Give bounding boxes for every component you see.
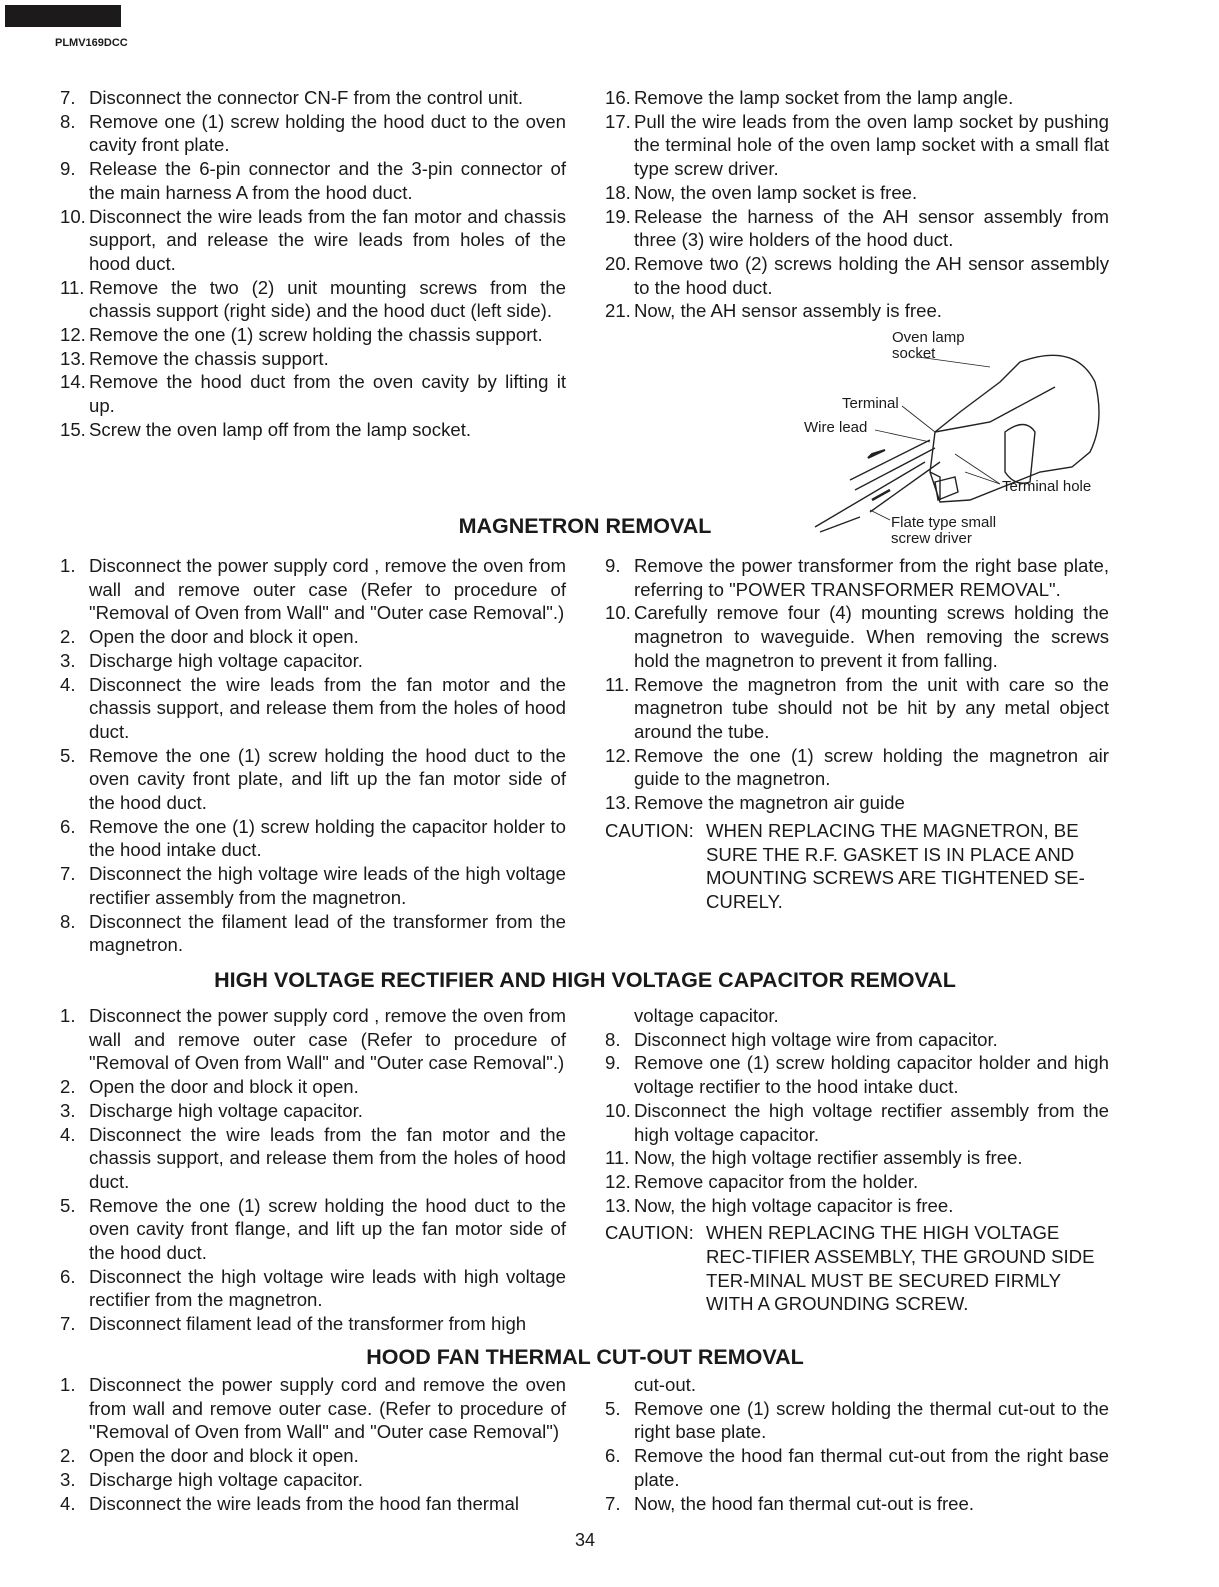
step-text: Discharge high voltage capacitor.: [89, 649, 363, 671]
heading-magnetron-removal: MAGNETRON REMOVAL: [458, 514, 712, 538]
step-item: [60, 370, 566, 417]
step-item: [60, 1075, 566, 1099]
step-number: 5.: [60, 744, 76, 766]
step-text: Release the 6-pin connector and the 3-pin connector of the main harness A from the hood duct.: [89, 158, 566, 203]
step-item: [60, 815, 566, 862]
step-number: 7.: [60, 863, 76, 885]
caution-text: WHEN REPLACING THE MAGNETRON, BE SURE THE R.F. GASKET IS IN PLACE AND MOUNTING SCREWS ARE TIGHTENED SE-CURELY.: [706, 820, 1085, 913]
hv-right-list: [605, 1028, 1109, 1218]
step-number: 5.: [60, 1194, 76, 1216]
step-item: [605, 181, 1109, 205]
step-number: 11.: [605, 673, 630, 695]
step-number: 4.: [60, 673, 76, 695]
step-item: [605, 791, 1109, 815]
step-number: 2.: [60, 626, 76, 648]
step-text: Disconnect the filament lead of the transformer from the magnetron.: [89, 910, 566, 956]
heading-hv-rectifier-capacitor-removal: HIGH VOLTAGE RECTIFIER AND HIGH VOLTAGE CAPACITOR REMOVAL: [214, 968, 956, 992]
step-text: Now, the high voltage rectifier assembly is free.: [634, 1147, 1023, 1169]
step-number: 18.: [605, 181, 631, 203]
step-item: [605, 1028, 1109, 1052]
step-item: [605, 1051, 1109, 1098]
header-black-bar: [5, 5, 121, 27]
step-item: [605, 1194, 1109, 1218]
step-text: Screw the oven lamp off from the lamp socket.: [89, 418, 472, 440]
label-wire-lead: Wire lead: [804, 419, 868, 436]
step-text: Disconnect the high voltage wire leads with high voltage rectifier from the magnetron.: [89, 1265, 566, 1311]
step-text: Open the door and block it open.: [89, 1076, 359, 1098]
step-item: [60, 554, 566, 625]
step-number: 10.: [60, 205, 86, 227]
step-number: 16.: [605, 87, 631, 108]
step-text: Remove the one (1) screw holding the hood duct to the oven cavity front flange, and lift up the fan motor side of the hood duct.: [89, 1194, 566, 1264]
continued-text: voltage capacitor.: [634, 1005, 779, 1026]
step-number: 13.: [60, 347, 86, 369]
step-item: [60, 347, 566, 371]
step-text: Discharge high voltage capacitor.: [89, 1099, 363, 1121]
step-item: [60, 1099, 566, 1123]
step-number: 11.: [605, 1147, 630, 1169]
step-item: [605, 673, 1109, 744]
hood-right-steps: [605, 1373, 1109, 1515]
step-text: Remove the magnetron air guide: [634, 792, 905, 814]
step-item: [60, 1492, 566, 1516]
step-number: 7.: [605, 1492, 621, 1514]
magnetron-left-steps: [60, 554, 566, 957]
step-text: Now, the high voltage capacitor is free.: [634, 1194, 954, 1216]
step-number: 8.: [60, 910, 76, 932]
step-number: 5.: [605, 1397, 621, 1419]
step-number: 4.: [60, 1492, 76, 1514]
hv-left-steps: [60, 1004, 566, 1336]
step-text: Remove the power transformer from the right base plate, referring to "POWER TRANSFORMER REMOVAL".: [634, 555, 1109, 600]
step-item: [60, 1004, 566, 1075]
step-item: [605, 1170, 1109, 1194]
step-text: Now, the oven lamp socket is free.: [634, 181, 918, 203]
step-text: Discharge high voltage capacitor.: [89, 1468, 363, 1490]
step-item: [605, 1146, 1109, 1170]
step-text: Carefully remove four (4) mounting screws holding the magnetron to waveguide. When removing the screws hold the magnetron to prevent it from falling.: [634, 602, 1109, 671]
step-item: [60, 649, 566, 673]
step-number: 20.: [605, 252, 631, 274]
step-text: Disconnect the connector CN-F from the control unit.: [89, 87, 524, 108]
step-number: 21.: [605, 300, 631, 322]
step-text: Remove the magnetron from the unit with care so the magnetron tube should not be hit by any metal object around the tube.: [634, 673, 1109, 742]
step-number: 6.: [605, 1445, 621, 1467]
step-text: Disconnect the power supply cord , remove the oven from wall and remove outer case (Refer to procedure of "Removal of Oven from Wall" and "Outer case Removal".): [89, 1005, 566, 1074]
step-number: 12.: [605, 744, 631, 766]
step-text: Remove two (2) screws holding the AH sensor assembly to the hood duct.: [634, 252, 1109, 298]
step-number: 7.: [60, 87, 76, 108]
step-item: [60, 910, 566, 957]
step-number: 3.: [60, 1468, 76, 1490]
step-item: [60, 110, 566, 157]
step-number: 9.: [60, 158, 76, 180]
caution-label: CAUTION:: [605, 1222, 694, 1244]
step-number: 6.: [60, 815, 76, 837]
step-text: Open the door and block it open.: [89, 1445, 359, 1467]
hood-left-steps: [60, 1373, 566, 1515]
heading-hood-fan-thermal-cutout-removal: HOOD FAN THERMAL CUT-OUT REMOVAL: [366, 1345, 804, 1369]
label-oven-lamp-socket-2: socket: [892, 345, 936, 362]
step-number: 15.: [60, 418, 86, 440]
step-item: [605, 1444, 1109, 1491]
step-text: Remove the one (1) screw holding the chassis support.: [89, 324, 543, 346]
step-item: [605, 205, 1109, 252]
step-number: 4.: [60, 1123, 76, 1145]
step-item: [605, 1099, 1109, 1146]
step-text: Remove one (1) screw holding capacitor holder and high voltage rectifier to the hood intake duct.: [634, 1052, 1109, 1098]
model-number: PLMV169DCC: [55, 37, 128, 49]
step-item: [60, 323, 566, 347]
step-item: [60, 1444, 566, 1468]
step-item: [605, 110, 1109, 181]
step-text: Remove capacitor from the holder.: [634, 1170, 919, 1192]
label-terminal: Terminal: [842, 395, 899, 412]
step-text: Remove the one (1) screw holding the magnetron air guide to the magnetron.: [634, 744, 1109, 790]
step-item: [60, 1468, 566, 1492]
step-text: Disconnect the wire leads from the fan motor and the chassis support, and release them from the holes of hood duct.: [89, 1123, 566, 1192]
step-text: Remove the chassis support.: [89, 347, 329, 369]
step-number: 3.: [60, 1099, 76, 1121]
label-oven-lamp-socket-1: Oven lamp: [892, 329, 965, 346]
step-number: 14.: [60, 371, 86, 393]
label-screw-driver-2: screw driver: [891, 530, 972, 547]
step-text: Disconnect filament lead of the transformer from high: [89, 1313, 527, 1335]
top-left-steps: [60, 86, 566, 442]
step-number: 7.: [60, 1313, 76, 1335]
step-text: Remove one (1) screw holding the hood duct to the oven cavity front plate.: [89, 110, 566, 156]
caution-label: CAUTION:: [605, 820, 694, 841]
caution-text: WHEN REPLACING THE HIGH VOLTAGE REC-TIFIER ASSEMBLY, THE GROUND SIDE TER-MINAL MUST BE SECURED FIRMLY WITH A GROUNDING SCREW.: [706, 1222, 1095, 1315]
step-item: [605, 601, 1109, 672]
hood-right-list: [605, 1397, 1109, 1516]
step-text: Disconnect the power supply cord , remove the oven from wall and remove outer case (Refer to procedure of "Removal of Oven from Wall" and "Outer case Removal".): [89, 555, 566, 624]
step-text: Remove one (1) screw holding the thermal cut-out to the right base plate.: [634, 1397, 1109, 1443]
step-number: 1.: [60, 1374, 76, 1395]
step-item: [605, 744, 1109, 791]
step-number: 1.: [60, 555, 76, 576]
step-number: 11.: [60, 276, 85, 298]
step-number: 1.: [60, 1005, 76, 1026]
step-item: [60, 1265, 566, 1312]
step-number: 8.: [60, 110, 76, 132]
step-text: Remove the hood fan thermal cut-out from the right base plate.: [634, 1445, 1109, 1490]
magnetron-caution: [605, 815, 1109, 914]
step-item: [60, 673, 566, 744]
step-text: Disconnect the wire leads from the fan motor and chassis support, and release the wire leads from holes of the hood duct.: [89, 205, 566, 274]
label-terminal-hole: Terminal hole: [1002, 478, 1092, 495]
step-item: [60, 1123, 566, 1194]
step-item: [60, 276, 566, 323]
step-item: [60, 862, 566, 909]
step-number: 12.: [60, 324, 86, 346]
step-text: Disconnect the high voltage wire leads of the high voltage rectifier assembly from the magnetron.: [89, 863, 566, 908]
step-text: Release the harness of the AH sensor assembly from three (3) wire holders of the hood duct.: [634, 205, 1109, 251]
step-number: 9.: [605, 555, 621, 576]
hv-right-steps: [605, 1004, 1109, 1316]
step-text: Open the door and block it open.: [89, 626, 359, 648]
step-item: [605, 299, 1109, 323]
step-item: [605, 1397, 1109, 1444]
step-item: [60, 1373, 566, 1444]
step-text: Remove the two (2) unit mounting screws from the chassis support (right side) and the hood duct (left side).: [89, 276, 566, 322]
step-number: 9.: [605, 1052, 621, 1074]
step-number: 2.: [60, 1445, 76, 1467]
step-number: 17.: [605, 110, 631, 132]
step-item: [60, 418, 566, 442]
step-item: [60, 744, 566, 815]
step-number: 10.: [605, 1099, 631, 1121]
step-text: Disconnect the power supply cord and remove the oven from wall and remove outer case. (Refer to procedure of "Removal of Oven from Wall" and "Outer case Removal"): [89, 1374, 566, 1443]
step-item: [60, 205, 566, 276]
step-item: [60, 625, 566, 649]
step-text: Remove the one (1) screw holding the hood duct to the oven cavity front plate, and lift up the fan motor side of the hood duct.: [89, 744, 566, 814]
step-text: Remove the one (1) screw holding the capacitor holder to the hood intake duct.: [89, 815, 566, 861]
top-right-steps: [605, 86, 1109, 323]
step-text: Pull the wire leads from the oven lamp socket by pushing the terminal hole of the oven lamp socket with a small flat type screw driver.: [634, 110, 1109, 180]
step-number: 12.: [605, 1170, 631, 1192]
step-text: Disconnect the wire leads from the fan motor and the chassis support, and release them from the holes of hood duct.: [89, 673, 566, 742]
step-text: Disconnect the high voltage rectifier assembly from the high voltage capacitor.: [634, 1099, 1109, 1145]
step-item: [60, 1194, 566, 1265]
step-text: Now, the hood fan thermal cut-out is free.: [634, 1492, 975, 1514]
step-text: Disconnect the wire leads from the hood fan thermal: [89, 1492, 519, 1514]
step-item: [60, 86, 566, 110]
step-item: [605, 252, 1109, 299]
step-text: Now, the AH sensor assembly is free.: [634, 300, 942, 322]
step-text: Remove the hood duct from the oven cavity by lifting it up.: [89, 371, 566, 417]
step-item: [605, 86, 1109, 110]
step-text: Remove the lamp socket from the lamp angle.: [634, 87, 1014, 108]
step-text: Disconnect high voltage wire from capacitor.: [634, 1028, 998, 1050]
label-screw-driver-1: Flate type small: [891, 514, 997, 531]
magnetron-right-steps: [605, 554, 1109, 815]
step-number: 6.: [60, 1265, 76, 1287]
step-item: [605, 554, 1109, 601]
continued-text: cut-out.: [634, 1374, 697, 1395]
step-number: 13.: [605, 792, 631, 814]
step-number: 2.: [60, 1076, 76, 1098]
step-number: 8.: [605, 1028, 621, 1050]
step-number: 19.: [605, 205, 631, 227]
step-item: [605, 1492, 1109, 1516]
step-item: [60, 157, 566, 204]
step-number: 10.: [605, 602, 631, 624]
step-item: [60, 1312, 566, 1336]
step-number: 3.: [60, 649, 76, 671]
step-number: 13.: [605, 1194, 631, 1216]
page-number: 34: [574, 1530, 596, 1550]
